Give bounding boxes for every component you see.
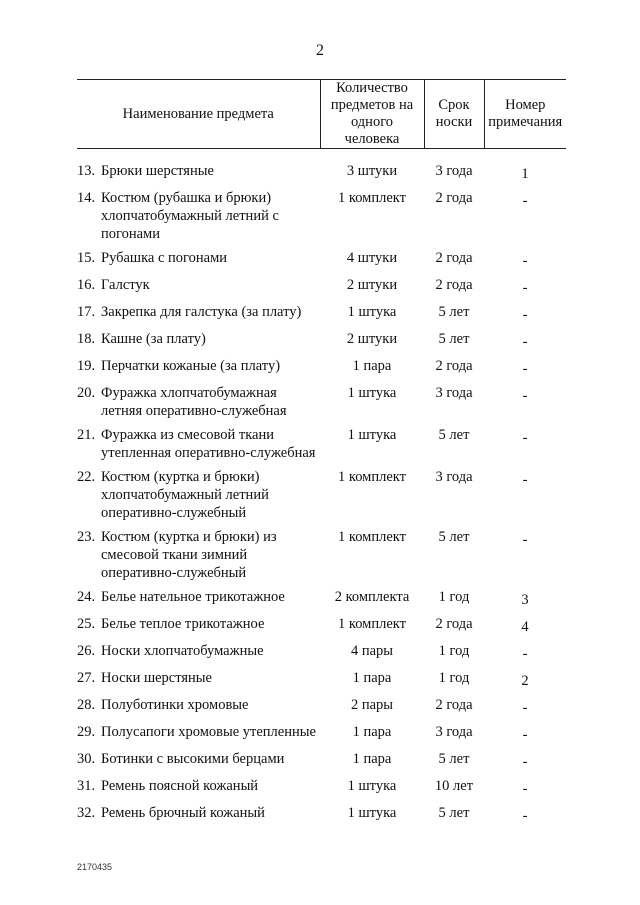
item-note: -: [522, 472, 528, 488]
item-number: 23.: [77, 529, 96, 545]
table-row: [77, 525, 566, 585]
item-quantity: 4 штуки: [346, 250, 398, 266]
item-number: 30.: [77, 751, 96, 767]
item-name: Полуботинки хромовые: [101, 697, 249, 713]
item-name: Брюки шерстяные: [101, 163, 214, 179]
item-note: 1: [521, 166, 529, 182]
page-number: 2: [316, 42, 324, 59]
item-note: -: [522, 253, 528, 269]
item-name: Костюм (куртка и брюки) хлопчатобумажный летний оперативно-служебный: [101, 469, 269, 521]
item-note: -: [522, 307, 528, 323]
item-name-cell: [77, 381, 320, 423]
item-term: 3 года: [435, 469, 473, 485]
item-name: Кашне (за плату): [101, 331, 206, 347]
item-name: Костюм (рубашка и брюки) хлопчатобумажный летний с погонами: [101, 190, 279, 242]
item-note: -: [522, 334, 528, 350]
table-row: [77, 354, 566, 381]
item-name-cell: [77, 585, 320, 612]
item-quantity: 1 комплект: [338, 529, 406, 545]
item-number: 22.: [77, 469, 96, 485]
item-name-cell: [77, 525, 320, 585]
table-row: [77, 639, 566, 666]
item-quantity: 2 комплекта: [334, 589, 410, 605]
item-note: -: [522, 532, 528, 548]
item-term: 3 года: [435, 724, 473, 740]
item-number: 16.: [77, 277, 96, 293]
item-term: 1 год: [438, 589, 470, 605]
item-name-cell: [77, 720, 320, 747]
item-name-cell: [77, 465, 320, 525]
item-number: 18.: [77, 331, 96, 347]
item-quantity: 1 комплект: [338, 616, 406, 632]
item-number: 29.: [77, 724, 96, 740]
table-row: [77, 300, 566, 327]
item-name-cell: [77, 354, 320, 381]
table-body: [77, 149, 566, 829]
item-term: 3 года: [435, 385, 473, 401]
item-number: 19.: [77, 358, 96, 374]
table-row: [77, 465, 566, 525]
table-row: [77, 381, 566, 423]
item-quantity: 1 штука: [347, 778, 397, 794]
table-header: [77, 80, 566, 149]
table-row: [77, 666, 566, 693]
item-term: 5 лет: [438, 805, 470, 821]
item-quantity: 1 штука: [347, 427, 397, 443]
item-name-cell: [77, 693, 320, 720]
item-number: 25.: [77, 616, 96, 632]
item-name-cell: [77, 159, 320, 186]
item-number: 28.: [77, 697, 96, 713]
item-quantity: 2 пары: [350, 697, 394, 713]
table-row: [77, 246, 566, 273]
item-note: -: [522, 193, 528, 209]
item-name-cell: [77, 801, 320, 828]
item-number: 21.: [77, 427, 96, 443]
document-code: 2170435: [77, 862, 113, 872]
table-row: [77, 273, 566, 300]
item-note: 3: [521, 592, 529, 608]
item-number: 17.: [77, 304, 96, 320]
item-name-cell: [77, 246, 320, 273]
item-quantity: 3 штуки: [346, 163, 398, 179]
item-quantity: 1 пара: [352, 724, 392, 740]
item-term: 5 лет: [438, 331, 470, 347]
item-name: Ремень брючный кожаный: [101, 805, 265, 821]
item-number: 26.: [77, 643, 96, 659]
item-name-cell: [77, 300, 320, 327]
item-quantity: 1 штука: [347, 805, 397, 821]
item-name: Перчатки кожаные (за плату): [101, 358, 281, 374]
item-term: 2 года: [435, 277, 473, 293]
item-name: Фуражка из смесовой ткани утепленная оперативно-служебная: [101, 427, 316, 461]
item-term: 2 года: [435, 616, 473, 632]
item-name: Белье нательное трикотажное: [101, 589, 285, 605]
item-quantity: 1 штука: [347, 385, 397, 401]
header-quantity: Количество предметов на одного человека: [320, 80, 424, 149]
item-note: -: [522, 700, 528, 716]
table-row: [77, 612, 566, 639]
item-term: 5 лет: [438, 304, 470, 320]
item-quantity: 1 комплект: [338, 190, 406, 206]
item-number: 14.: [77, 190, 96, 206]
table-row: [77, 327, 566, 354]
item-note: -: [522, 781, 528, 797]
item-number: 32.: [77, 805, 96, 821]
item-note: -: [522, 430, 528, 446]
table-row: [77, 423, 566, 465]
item-note: 4: [521, 619, 529, 635]
item-quantity: 1 комплект: [338, 469, 406, 485]
item-quantity: 1 пара: [352, 358, 392, 374]
item-note: -: [522, 388, 528, 404]
item-name: Галстук: [101, 277, 150, 293]
item-term: 2 года: [435, 190, 473, 206]
item-name-cell: [77, 423, 320, 465]
item-note: -: [522, 754, 528, 770]
item-note: 2: [521, 673, 529, 689]
item-term: 3 года: [435, 163, 473, 179]
item-name: Белье теплое трикотажное: [101, 616, 265, 632]
header-term: Срок носки: [424, 80, 484, 149]
table-row: [77, 720, 566, 747]
item-quantity: 1 пара: [352, 670, 392, 686]
item-name-cell: [77, 612, 320, 639]
item-quantity: 1 штука: [347, 304, 397, 320]
item-quantity: 2 штуки: [346, 277, 398, 293]
item-name-cell: [77, 639, 320, 666]
items-table-container: [77, 79, 566, 828]
item-name: Ремень поясной кожаный: [101, 778, 259, 794]
item-name-cell: [77, 774, 320, 801]
table-row: [77, 747, 566, 774]
item-name-cell: [77, 273, 320, 300]
item-number: 31.: [77, 778, 96, 794]
item-quantity: 1 пара: [352, 751, 392, 767]
header-name: Наименование предмета: [77, 80, 320, 149]
item-number: 13.: [77, 163, 96, 179]
item-note: -: [522, 361, 528, 377]
item-term: 5 лет: [438, 427, 470, 443]
item-term: 2 года: [435, 250, 473, 266]
table-row: [77, 159, 566, 186]
item-name: Носки шерстяные: [101, 670, 212, 686]
item-number: 20.: [77, 385, 96, 401]
table-row: [77, 801, 566, 828]
item-term: 2 года: [435, 358, 473, 374]
item-term: 5 лет: [438, 751, 470, 767]
item-note: -: [522, 808, 528, 824]
item-quantity: 2 штуки: [346, 331, 398, 347]
item-note: -: [522, 646, 528, 662]
item-name: Закрепка для галстука (за плату): [101, 304, 302, 320]
item-term: 2 года: [435, 697, 473, 713]
item-number: 27.: [77, 670, 96, 686]
items-table: [77, 79, 566, 828]
item-number: 24.: [77, 589, 96, 605]
item-name-cell: [77, 186, 320, 246]
item-note: -: [522, 280, 528, 296]
item-name-cell: [77, 747, 320, 774]
item-name-cell: [77, 327, 320, 354]
item-name: Полусапоги хромовые утепленные: [101, 724, 316, 740]
item-name: Фуражка хлопчатобумажная летняя оперативно-служебная: [101, 385, 287, 419]
table-row: [77, 186, 566, 246]
item-name-cell: [77, 666, 320, 693]
item-term: 10 лет: [434, 778, 474, 794]
item-name: Носки хлопчатобумажные: [101, 643, 264, 659]
item-name: Ботинки с высокими берцами: [101, 751, 285, 767]
item-term: 5 лет: [438, 529, 470, 545]
item-note: -: [522, 727, 528, 743]
item-name: Рубашка с погонами: [101, 250, 228, 266]
header-note: Номер примечания: [484, 80, 566, 149]
table-row: [77, 693, 566, 720]
item-name: Костюм (куртка и брюки) из смесовой ткани зимний оперативно-служебный: [101, 529, 277, 581]
table-row: [77, 774, 566, 801]
item-term: 1 год: [438, 643, 470, 659]
item-term: 1 год: [438, 670, 470, 686]
item-quantity: 4 пары: [350, 643, 394, 659]
item-number: 15.: [77, 250, 96, 266]
table-row: [77, 585, 566, 612]
